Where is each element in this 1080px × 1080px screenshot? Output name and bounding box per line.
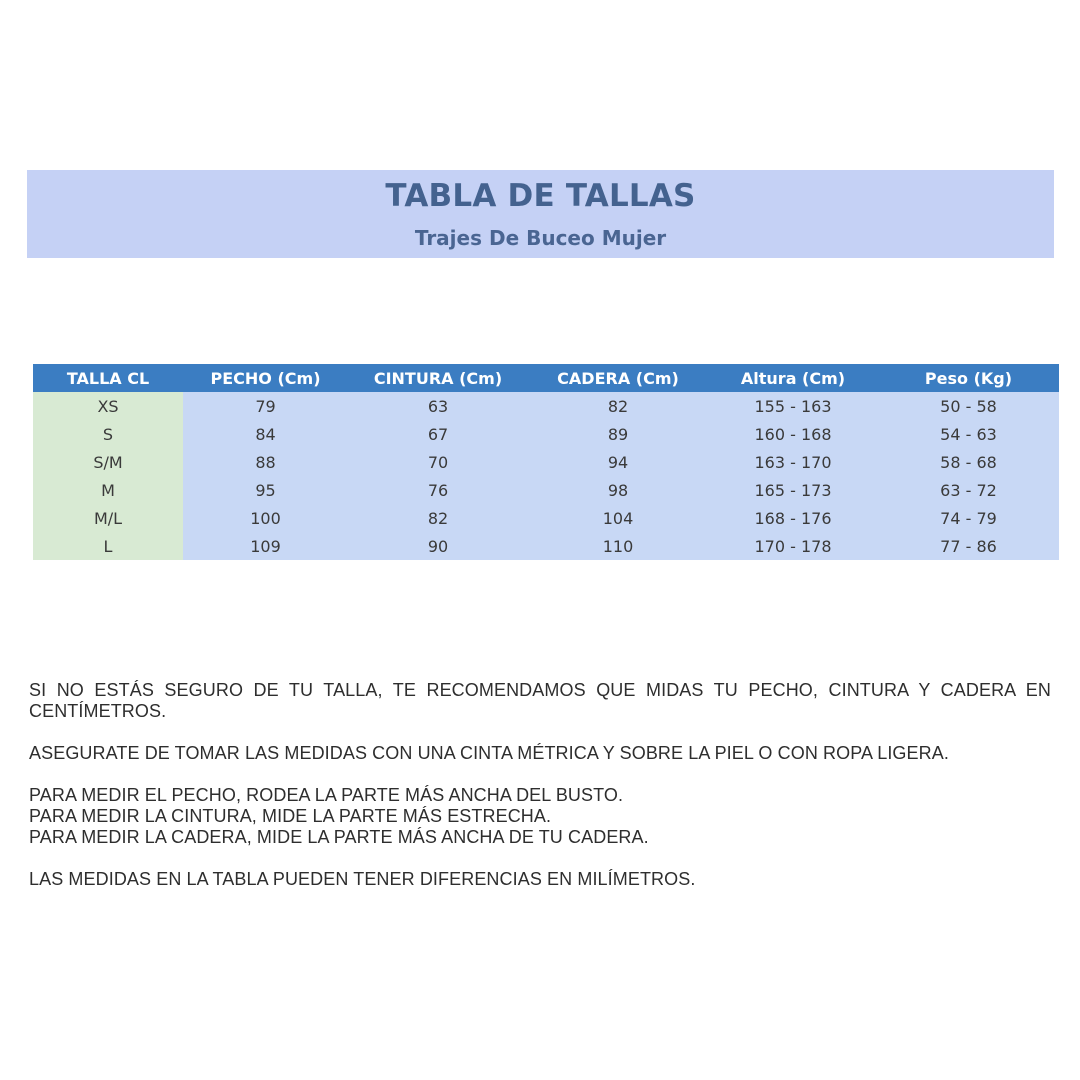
table-row — [33, 476, 1059, 504]
note-line: PARA MEDIR LA CINTURA, MIDE LA PARTE MÁS ESTRECHA. — [29, 806, 552, 826]
cell-cadera: 89 — [528, 420, 708, 448]
header-altura: Altura (Cm) — [708, 364, 878, 392]
title-banner — [27, 170, 1054, 258]
cell-cintura: 63 — [348, 392, 528, 420]
measurement-notes — [29, 680, 1051, 911]
cell-cadera: 94 — [528, 448, 708, 476]
cell-cintura: 82 — [348, 504, 528, 532]
cell-pecho: 79 — [183, 392, 348, 420]
table-row — [33, 420, 1059, 448]
header-peso: Peso (Kg) — [878, 364, 1059, 392]
cell-pecho: 95 — [183, 476, 348, 504]
page-subtitle: Trajes De Buceo Mujer — [414, 226, 667, 250]
cell-cadera: 110 — [528, 532, 708, 560]
cell-pecho: 109 — [183, 532, 348, 560]
cell-talla: M — [33, 476, 183, 504]
table-row — [33, 532, 1059, 560]
cell-cadera: 104 — [528, 504, 708, 532]
cell-peso: 63 - 72 — [878, 476, 1059, 504]
cell-cadera: 82 — [528, 392, 708, 420]
cell-cintura: 67 — [348, 420, 528, 448]
cell-altura: 170 - 178 — [708, 532, 878, 560]
header-cadera: CADERA (Cm) — [528, 364, 708, 392]
note-paragraph: SI NO ESTÁS SEGURO DE TU TALLA, TE RECOMENDAMOS QUE MIDAS TU PECHO, CINTURA Y CADERA EN CENTÍMETROS. — [29, 680, 1051, 721]
note-paragraph: LAS MEDIDAS EN LA TABLA PUEDEN TENER DIFERENCIAS EN MILÍMETROS. — [29, 869, 696, 889]
size-table — [33, 364, 1059, 560]
cell-cintura: 76 — [348, 476, 528, 504]
table-row — [33, 392, 1059, 420]
page-title: TABLA DE TALLAS — [385, 178, 696, 214]
cell-talla: M/L — [33, 504, 183, 532]
cell-cintura: 70 — [348, 448, 528, 476]
cell-talla: S/M — [33, 448, 183, 476]
table-row — [33, 504, 1059, 532]
cell-peso: 77 - 86 — [878, 532, 1059, 560]
cell-pecho: 88 — [183, 448, 348, 476]
table-row — [33, 448, 1059, 476]
cell-cintura: 90 — [348, 532, 528, 560]
cell-altura: 168 - 176 — [708, 504, 878, 532]
note-line: PARA MEDIR LA CADERA, MIDE LA PARTE MÁS ANCHA DE TU CADERA. — [29, 827, 649, 847]
cell-peso: 54 - 63 — [878, 420, 1059, 448]
cell-altura: 163 - 170 — [708, 448, 878, 476]
cell-peso: 58 - 68 — [878, 448, 1059, 476]
header-talla: TALLA CL — [33, 364, 183, 392]
cell-altura: 160 - 168 — [708, 420, 878, 448]
note-paragraph: ASEGURATE DE TOMAR LAS MEDIDAS CON UNA CINTA MÉTRICA Y SOBRE LA PIEL O CON ROPA LIGERA. — [29, 743, 949, 763]
header-pecho: PECHO (Cm) — [183, 364, 348, 392]
header-cintura: CINTURA (Cm) — [348, 364, 528, 392]
note-line: PARA MEDIR EL PECHO, RODEA LA PARTE MÁS ANCHA DEL BUSTO. — [29, 785, 624, 805]
cell-altura: 165 - 173 — [708, 476, 878, 504]
cell-altura: 155 - 163 — [708, 392, 878, 420]
table-header-row — [33, 364, 1059, 392]
cell-talla: L — [33, 532, 183, 560]
note-paragraph-list — [29, 785, 1051, 848]
cell-talla: XS — [33, 392, 183, 420]
cell-cadera: 98 — [528, 476, 708, 504]
cell-talla: S — [33, 420, 183, 448]
cell-pecho: 84 — [183, 420, 348, 448]
cell-peso: 74 - 79 — [878, 504, 1059, 532]
cell-peso: 50 - 58 — [878, 392, 1059, 420]
cell-pecho: 100 — [183, 504, 348, 532]
